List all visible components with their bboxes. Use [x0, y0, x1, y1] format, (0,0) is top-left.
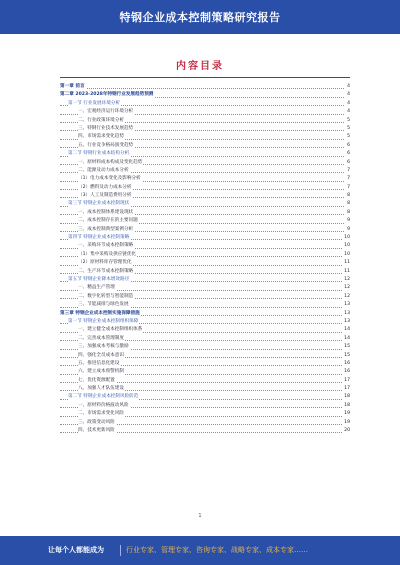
toc-entry-page: 9 — [346, 226, 350, 234]
toc-entry-text: 一、原材料价格波动风险 — [78, 402, 130, 410]
toc-entry[interactable] — [60, 100, 350, 108]
toc-entry-text: 三、节能减排与绿色发展 — [78, 301, 130, 309]
toc-entry-text: 二、生产环节成本控制策略 — [78, 268, 134, 276]
toc-entry-page: 15 — [343, 352, 350, 360]
toc-entry-text: 第一节 特钢企业成本控制组织保障 — [68, 318, 139, 326]
toc-entry-page: 18 — [343, 402, 350, 410]
toc-entry-page: 16 — [343, 360, 350, 368]
toc-entry-page: 10 — [343, 234, 350, 242]
toc-entry-page: 17 — [343, 385, 350, 393]
toc-entry[interactable] — [60, 125, 350, 133]
toc-entry-page: 7 — [346, 184, 350, 192]
toc-entry[interactable] — [60, 83, 350, 91]
toc-entry-text: 六、建立成本预警机制 — [78, 368, 125, 376]
toc-entry[interactable] — [60, 259, 350, 267]
toc-entry[interactable] — [60, 108, 350, 116]
toc-entry-page: 4 — [346, 108, 350, 116]
footer-slogan-right: 行业专家、管理专家、咨询专家、战略专家、成本专家…… — [126, 546, 308, 554]
toc-entry-page: 20 — [343, 427, 350, 435]
toc-entry-text: 第一章 前言 — [60, 83, 86, 91]
toc-entry[interactable] — [60, 393, 350, 401]
toc-entry-text: （2）燃料及动力成本分析 — [78, 184, 132, 192]
toc-entry-page: 8 — [346, 200, 350, 208]
toc-entry[interactable] — [60, 360, 350, 368]
toc-entry-page: 6 — [346, 150, 350, 158]
toc-entry-page: 6 — [346, 142, 350, 150]
toc-entry-text: 一、建立健全成本控制组织体系 — [78, 326, 143, 334]
toc-entry[interactable] — [60, 326, 350, 334]
toc-entry-text: 三、特钢行业技术发展趋势 — [78, 125, 134, 133]
toc-entry-page: 7 — [346, 167, 350, 175]
toc-entry-text: 二、成本控制存在的主要问题 — [78, 217, 139, 225]
toc-entry-page: 10 — [343, 251, 350, 259]
toc-entry-page: 13 — [343, 301, 350, 309]
toc-entry[interactable] — [60, 150, 350, 158]
table-of-contents — [60, 83, 350, 435]
toc-divider — [60, 77, 350, 78]
toc-entry-page: 4 — [346, 91, 350, 99]
toc-entry[interactable] — [60, 276, 350, 284]
toc-entry-text: 四、强化全员成本意识 — [78, 352, 125, 360]
toc-entry-text: 第五节 特钢企业降本增效路径 — [68, 276, 130, 284]
toc-entry[interactable] — [60, 159, 350, 167]
toc-leader — [60, 88, 344, 89]
toc-entry[interactable] — [60, 402, 350, 410]
toc-entry-page: 5 — [346, 117, 350, 125]
toc-entry-page: 14 — [343, 326, 350, 334]
toc-entry-page: 16 — [343, 368, 350, 376]
toc-entry-text: 第二节 特钢行业成本结构分析 — [68, 150, 130, 158]
toc-entry-page: 4 — [346, 83, 350, 91]
toc-entry[interactable] — [60, 301, 350, 309]
toc-entry-text: 第四节 特钢企业成本控制策略 — [68, 234, 130, 242]
toc-entry-page: 14 — [343, 335, 350, 343]
toc-entry-text: （3）人工及制造费用分析 — [78, 192, 132, 200]
toc-entry[interactable] — [60, 427, 350, 435]
toc-entry-page: 15 — [343, 343, 350, 351]
toc-entry-page: 4 — [346, 100, 350, 108]
toc-entry[interactable] — [60, 368, 350, 376]
toc-entry-text: 二、市场需求变化风险 — [78, 410, 125, 418]
toc-entry-text: （1）电力成本变化及影响分析 — [78, 175, 142, 183]
toc-entry[interactable] — [60, 268, 350, 276]
toc-entry-text: 二、能源及动力成本分析 — [78, 167, 130, 175]
toc-entry-page: 11 — [343, 268, 350, 276]
toc-entry-text: 一、成本控制体系建设现状 — [78, 209, 134, 217]
toc-entry-text: 四、技术更新风险 — [78, 427, 116, 435]
toc-entry-page: 13 — [343, 318, 350, 326]
toc-entry[interactable] — [60, 142, 350, 150]
toc-entry[interactable] — [60, 343, 350, 351]
toc-entry-page: 5 — [346, 133, 350, 141]
footer-slogan-left: 让每个人都能成为 — [48, 546, 104, 554]
toc-entry[interactable] — [60, 385, 350, 393]
toc-entry-page: 12 — [343, 284, 350, 292]
toc-entry-text: 七、优化资源配置 — [78, 377, 116, 385]
toc-entry[interactable] — [60, 293, 350, 301]
toc-entry[interactable] — [60, 310, 350, 318]
toc-entry[interactable] — [60, 251, 350, 259]
toc-entry-text: 一、宏观经济运行环境分析 — [78, 108, 134, 116]
toc-entry[interactable] — [60, 377, 350, 385]
toc-entry-text: 四、市场需求变化趋势 — [78, 133, 125, 141]
toc-entry-text: （2）原材料库存管理优化 — [78, 259, 132, 267]
toc-entry-text: 三、加强成本考核与激励 — [78, 343, 130, 351]
toc-entry[interactable] — [60, 133, 350, 141]
toc-entry[interactable] — [60, 226, 350, 234]
footer-divider — [120, 545, 121, 556]
toc-entry-page: 5 — [346, 125, 350, 133]
toc-entry-page: 12 — [343, 293, 350, 301]
toc-entry[interactable] — [60, 200, 350, 208]
toc-entry[interactable] — [60, 175, 350, 183]
toc-title: 内容目录 — [176, 61, 224, 72]
page-number: 1 — [198, 513, 202, 519]
toc-entry-text: （1）集中采购及供应链优化 — [78, 251, 137, 259]
toc-entry-text: 第二节 特钢企业成本控制风险防范 — [68, 393, 139, 401]
toc-entry-text: 一、原材料成本构成及变化趋势 — [78, 159, 143, 167]
toc-entry-page: 13 — [343, 310, 350, 318]
toc-entry[interactable] — [60, 217, 350, 225]
toc-entry[interactable] — [60, 117, 350, 125]
toc-entry-page: 6 — [346, 159, 350, 167]
toc-entry[interactable] — [60, 242, 350, 250]
toc-entry-page: 19 — [343, 410, 350, 418]
toc-entry[interactable] — [60, 167, 350, 175]
toc-entry-page: 8 — [346, 209, 350, 217]
toc-entry-text: 八、加强人才队伍建设 — [78, 385, 125, 393]
toc-entry-page: 11 — [343, 259, 350, 267]
toc-entry[interactable] — [60, 419, 350, 427]
toc-entry-page: 9 — [346, 217, 350, 225]
toc-entry[interactable] — [60, 352, 350, 360]
footer-bar — [0, 536, 400, 565]
toc-entry-text: 五、行业竞争格局演变趋势 — [78, 142, 134, 150]
toc-entry-text: 三、成本控制典型案例分析 — [78, 226, 134, 234]
toc-entry-text: 二、数字化转型与智能制造 — [78, 293, 134, 301]
toc-entry[interactable] — [60, 209, 350, 217]
toc-entry-text: 一、采购环节成本控制策略 — [78, 242, 134, 250]
toc-entry[interactable] — [60, 184, 350, 192]
toc-entry-text: 二、行业政策环境分析 — [78, 117, 125, 125]
toc-entry-text: 第二章 2023-2028年特钢行业发展趋势预测 — [60, 91, 154, 99]
report-title: 特钢企业成本控制策略研究报告 — [119, 11, 281, 24]
toc-entry[interactable] — [60, 284, 350, 292]
toc-entry[interactable] — [60, 192, 350, 200]
toc-entry-text: 一、精益生产管理 — [78, 284, 116, 292]
toc-entry-page: 7 — [346, 175, 350, 183]
toc-entry-text: 三、政策变动风险 — [78, 419, 116, 427]
header-bar — [0, 0, 400, 34]
toc-entry-page: 19 — [343, 419, 350, 427]
toc-entry[interactable] — [60, 410, 350, 418]
toc-entry-page: 10 — [343, 242, 350, 250]
toc-entry[interactable] — [60, 234, 350, 242]
toc-entry-text: 第三章 特钢企业成本控制实施保障措施 — [60, 310, 141, 318]
toc-entry-page: 17 — [343, 377, 350, 385]
toc-entry[interactable] — [60, 318, 350, 326]
toc-entry-text: 第一节 行业发展环境分析 — [68, 100, 121, 108]
toc-entry-page: 12 — [343, 276, 350, 284]
toc-entry[interactable] — [60, 91, 350, 99]
toc-entry-page: 8 — [346, 192, 350, 200]
toc-entry-text: 五、推进信息化建设 — [78, 360, 120, 368]
toc-entry-page: 18 — [343, 393, 350, 401]
toc-entry[interactable] — [60, 335, 350, 343]
toc-entry-text: 第三节 特钢企业成本控制现状 — [68, 200, 130, 208]
toc-entry-text: 二、完善成本管理制度 — [78, 335, 125, 343]
